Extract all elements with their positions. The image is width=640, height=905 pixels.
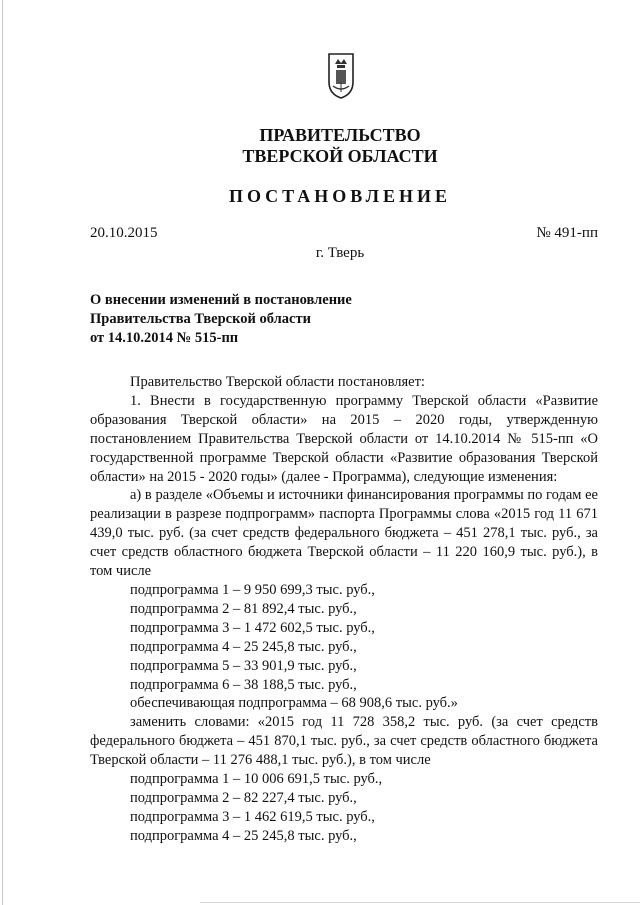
old-list-item: подпрограмма 4 – 25 245,8 тыс. руб., [130,638,357,655]
document-type: ПОСТАНОВЛЕНИЕ [228,186,452,206]
document-date: 20.10.2015 [90,225,158,241]
old-list-item: подпрограмма 6 – 38 188,5 тыс. руб., [130,676,357,693]
document-body [90,373,598,846]
coat-of-arms-emblem [327,52,355,100]
old-list-item: подпрограмма 5 – 33 901,9 тыс. руб., [130,657,357,674]
new-list-item: подпрограмма 4 – 25 245,8 тыс. руб., [130,827,357,844]
old-list-item: подпрограмма 1 – 9 950 699,3 тыс. руб., [130,581,375,598]
old-list-item: подпрограмма 3 – 1 472 602,5 тыс. руб., [130,619,375,636]
document-number: № 491-пп [536,225,598,241]
document-city: г. Тверь [315,245,365,261]
old-list-item: обеспечивающая подпрограмма – 68 908,6 тыс. руб.» [130,695,458,712]
intro-paragraph: Правительство Тверской области постановляет: [130,374,425,390]
replace-paragraph: заменить словами: «2015 год 11 728 358,2 тыс. руб. (за счет средств федерального бюджета – 451 870,1 тыс. руб., за счет средств областного бюджета Тверской области – 11 276 488,1 тыс. руб.), в том числе [90,714,598,769]
item-1a-paragraph: а) в разделе «Объемы и источники финансирования программы по годам ее реализации в разрезе подпрограмм» паспорта Программы слова «2015 год 11 671 439,0 тыс. руб. (за счет средств федерального бюджета – 451 278,1 тыс. руб., за счет средств областного бюджета Тверской области – 11 220 160,9 тыс. руб.), в том числе [90,487,598,580]
subject-line-1: О внесении изменений в постановление [90,292,352,308]
item-1-paragraph: 1. Внести в государственную программу Тверской области «Развитие образования Тверской области» на 2015 – 2020 годы, утвержденную постановлением Правительства Тверской области от 14.10.2014 № 515-пп «О государственной программе Тверской области «Развитие образования Тверской области» на 2015 - 2020 годы» (далее - Программа), следующие изменения: [90,392,598,485]
new-list-item: подпрограмма 1 – 10 006 691,5 тыс. руб., [130,771,383,788]
new-list-item: подпрограмма 3 – 1 462 619,5 тыс. руб., [130,808,375,825]
subject-line-2: Правительства Тверской области [90,311,311,327]
government-line-2: ТВЕРСКОЙ ОБЛАСТИ [242,146,438,166]
document-subject [90,291,352,348]
scan-bottom-line [200,902,640,903]
new-list-item: подпрограмма 2 – 82 227,4 тыс. руб., [130,789,357,806]
subject-line-3: от 14.10.2014 № 515-пп [90,330,239,346]
government-title [0,125,640,167]
old-list-item: подпрограмма 2 – 81 892,4 тыс. руб., [130,600,357,617]
government-line-1: ПРАВИТЕЛЬСТВО [259,125,421,145]
